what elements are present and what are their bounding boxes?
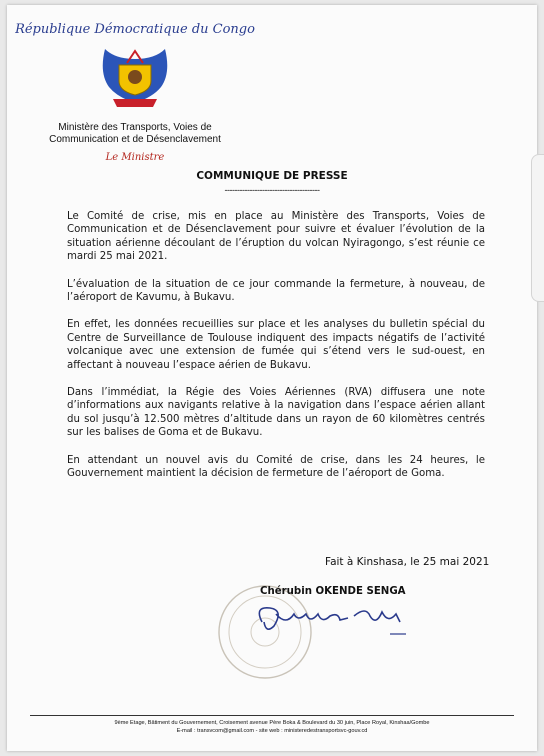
coat-of-arms-icon [97, 43, 173, 113]
footer-contact: E-mail : transvcom@gmail.com - site web : ministeredestransportsvc-gouv.cd [176, 728, 368, 734]
place-date: Fait à Kinshasa, le 25 mai 2021 [325, 556, 490, 568]
paragraph: Le Comité de crise, mis en place au Ministère des Transports, Voies de Communication et de Désenclavement pour suivre et évaluer l’évolution de la situation aérienne découlant de l’éruption du volcan Nyiragongo, s’est réunie ce mardi 25 mai 2021. [67, 211, 485, 263]
paragraph: En attendant un nouvel avis du Comité de crise, dans les 24 heures, le Gouvernement maintient la décision de fermeture de l’aéroport de Goma. [67, 454, 485, 480]
paragraph: L’évaluation de la situation de ce jour commande la fermeture, à nouveau, de l’aéroport de Kavumu, à Bukavu. [67, 278, 485, 304]
footer-address: 9ème Etage, Bâtiment du Gouvernement, Croisement avenue Père Boka & Boulevard du 30 juin, Place Royal, Kinshaa/Gombe [114, 720, 430, 726]
title-underline: -------------------------------------- [224, 185, 320, 195]
signer-name: Chérubin OKENDE SENGA [260, 586, 406, 597]
country-name: République Démocratique du Congo [15, 22, 255, 37]
letterhead [0, 22, 270, 163]
ministry-line-2: Communication et de Désenclavement [49, 134, 221, 145]
page-title: COMMUNIQUE DE PRESSE [196, 170, 348, 182]
paragraph: En effet, les données recueillies sur place et les analyses du bulletin spécial du Centre de Surveillance de Toulouse indiquent des impacts négatifs de l’activité volcanique avec une extension de fumée qui s’étend vers le sud-ouest, en affectant à nouveau l’espace aérien de Bukavu. [67, 319, 485, 371]
footer [0, 719, 544, 735]
footer-divider [30, 715, 514, 716]
ministry-line-1: Ministère des Transports, Voies de [58, 122, 212, 133]
minister-title: Le Ministre [105, 152, 165, 163]
signature [250, 592, 430, 642]
paragraph: Dans l’immédiat, la Régie des Voies Aériennes (RVA) diffusera une note d’informations aux navigants relative à la navigation dans l’espace aérien allant du sol jusqu’à 12.500 mètres d’altitude dans un rayon de 60 kilomètres centrés sur les balises de Goma et de Bukavu. [67, 387, 485, 439]
communique-body [67, 210, 485, 495]
